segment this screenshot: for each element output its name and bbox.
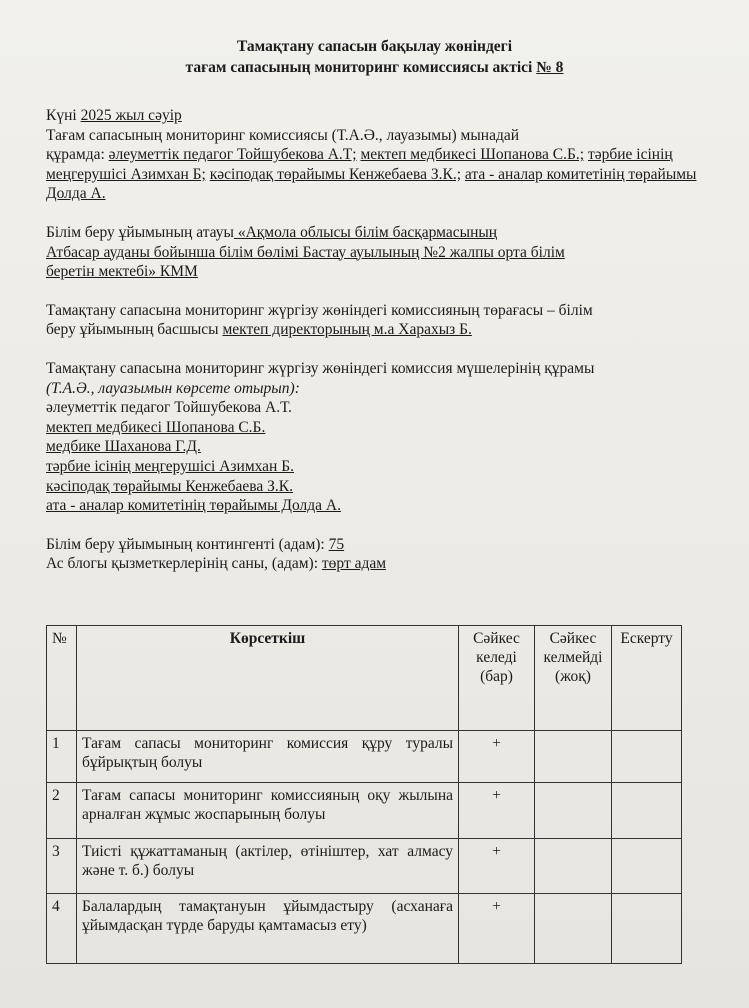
row-no — [535, 894, 612, 964]
date-line: Күні 2025 жыл сәуір — [46, 107, 182, 124]
row-num: 1 — [47, 731, 77, 783]
row-yes: + — [459, 839, 535, 894]
organization-line-3: беретін мектебі» КММ — [46, 263, 198, 281]
row-no — [535, 783, 612, 839]
staff-line: Ас блогы қызметкерлерінің саны, (адам): төрт адам — [46, 555, 387, 573]
act-title — [0, 36, 749, 78]
composition-intro: Тағам сапасының мониторинг комиссиясы (Т.А.Ә., лауазымы) мынадай — [46, 126, 520, 144]
row-no — [535, 731, 612, 783]
commission-note: (Т.А.Ә., лауазымын көрсете отырып): — [46, 379, 300, 397]
row-num: 2 — [47, 783, 77, 839]
row-note — [612, 894, 682, 964]
row-num: 4 — [47, 894, 77, 964]
row-note — [612, 839, 682, 894]
header-indicator: Көрсеткіш — [77, 626, 459, 731]
table-row — [47, 731, 682, 783]
table-row — [47, 839, 682, 894]
staff-value: төрт адам — [321, 555, 387, 573]
header-yes: Сәйкес келеді (бар) — [459, 626, 535, 731]
row-no — [535, 839, 612, 894]
header-num: № — [47, 626, 77, 731]
table-row — [47, 783, 682, 839]
row-note — [612, 731, 682, 783]
title-line-1: Тамақтану сапасын бақылау жөніндегі — [236, 38, 513, 55]
table-header-row — [47, 626, 682, 731]
commission-heading: Тамақтану сапасына мониторинг жүргізу жөніндегі комиссия мүшелерінің құрамы — [46, 359, 595, 377]
commission-member: медбике Шаханова Г.Д. — [46, 438, 201, 456]
commission-member: кәсіподақ төрайымы Кенжебаева З.К. — [46, 477, 294, 495]
contingent-line: Білім беру ұйымының контингенті (адам): 75 — [46, 535, 345, 553]
date-value: 2025 жыл сәуір — [80, 107, 182, 124]
chairman-line-2: беру ұйымының басшысы мектеп директорының м.а Харахыз Б. — [46, 321, 472, 339]
row-yes: + — [459, 783, 535, 839]
organization-line-1: Білім беру ұйымының атауы «Ақмола облысы білім басқармасының — [46, 223, 498, 241]
header-note: Ескерту — [612, 626, 682, 731]
composition-members: құрамда: әлеуметтік педагог Тойшубекова А.Т; мектеп медбикесі Шопанова С.Б.; тәрбие ісінің меңгерушісі Азимхан Б; кәсіподақ төрайымы Кенжебаева З.К.; ата - аналар комитетінің төрайымы Долда А. — [46, 146, 697, 203]
row-yes: + — [459, 894, 535, 964]
header-no: Сәйкес келмейді (жоқ) — [535, 626, 612, 731]
row-indicator: Тағам сапасы мониторинг комиссия құру туралы бұйрықтың болуы — [77, 731, 459, 783]
table-row — [47, 894, 682, 964]
row-indicator: Тағам сапасы мониторинг комиссияның оқу жылына арналған жұмыс жоспарының болуы — [77, 783, 459, 839]
commission-member: әлеуметтік педагог Тойшубекова А.Т. — [46, 399, 292, 417]
row-note — [612, 783, 682, 839]
row-indicator: Балалардың тамақтануын ұйымдастыру (асханаға ұйымдасқан түрде баруды қамтамасыз ету) — [77, 894, 459, 964]
act-number: № 8 — [536, 59, 564, 76]
commission-member: тәрбие ісінің меңгерушісі Азимхан Б. — [46, 457, 295, 475]
commission-member: ата - аналар комитетінің төрайымы Долда А. — [46, 497, 341, 515]
title-line-2: тағам сапасының мониторинг комиссиясы актісі № 8 — [185, 59, 564, 76]
chairman-line-1: Тамақтану сапасына мониторинг жүргізу жөніндегі комиссияның төрағасы – білім — [46, 301, 593, 319]
row-yes: + — [459, 731, 535, 783]
monitoring-table — [46, 625, 682, 964]
chairman-value: мектеп директорының м.а Харахыз Б. — [222, 321, 472, 339]
row-indicator: Тиісті құжаттаманың (актілер, өтініштер, хат алмасу және т. б.) болуы — [77, 839, 459, 894]
row-num: 3 — [47, 839, 77, 894]
commission-member: мектеп медбикесі Шопанова С.Б. — [46, 418, 266, 436]
document-body — [46, 106, 706, 574]
organization-line-2: Атбасар ауданы бойынша білім бөлімі Бастау ауылының №2 жалпы орта білім — [46, 243, 565, 261]
contingent-value: 75 — [328, 535, 345, 553]
